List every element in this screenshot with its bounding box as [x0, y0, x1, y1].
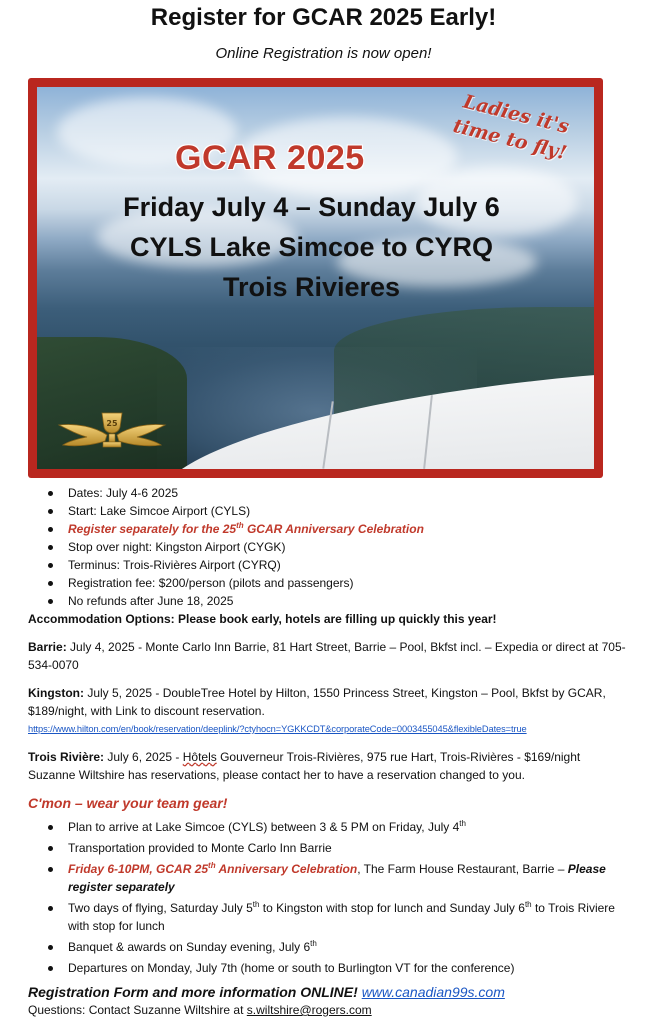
questions-line: Questions: Contact Suzanne Wiltshire at s.wiltshire@rogers.com — [28, 1003, 372, 1017]
list-item: Dates: July 4-6 2025 — [28, 484, 628, 502]
event-banner — [28, 78, 603, 478]
team-gear-heading: C'mon – wear your team gear! — [28, 795, 228, 811]
registration-line: Registration Form and more information ONLINE! www.canadian99s.com — [28, 984, 505, 1000]
barrie-accommodation: Barrie: July 4, 2025 - Monte Carlo Inn Barrie, 81 Hart Street, Barrie – Pool, Bkfst incl. – Expedia or direct at 705-534-0070 — [28, 640, 626, 672]
banner-event-name: GCAR 2025 — [175, 139, 365, 177]
page-subtitle: Online Registration is now open! — [215, 45, 432, 62]
kingston-accommodation: Kingston: July 5, 2025 - DoubleTree Hotel by Hilton, 1550 Princess Street, Kingston – Pool, Bkfst by GCAR, $189/night, with Link to discount reservation. https://www.hilton.com/en/book/reservation/deeplink/?ctyhocn=YGKKCDT&corporateCode=0003455045&flexibleDates=true — [28, 684, 628, 738]
accommodation-heading: Accommodation Options: Please book early, hotels are filling up quickly this year! — [28, 612, 497, 626]
list-item: No refunds after June 18, 2025 — [28, 592, 628, 610]
page-title: Register for GCAR 2025 Early! — [150, 4, 497, 31]
list-item: Terminus: Trois-Rivières Airport (CYRQ) — [28, 556, 628, 574]
website-link[interactable]: www.canadian99s.com — [361, 984, 505, 1000]
banner-slogan: Ladies it's time to fly! — [450, 90, 572, 165]
banner-photo — [37, 87, 594, 469]
list-item: Transportation provided to Monte Carlo Inn Barrie — [28, 839, 628, 857]
details-list — [28, 484, 628, 610]
hilton-reservation-link[interactable]: https://www.hilton.com/en/book/reservation/deeplink/?ctyhocn=YGKKCDT&corporateCode=0003455045&flexibleDates=true — [28, 724, 527, 734]
banner-dates: Friday July 4 – Sunday July 6 — [123, 192, 500, 222]
list-item: Banquet & awards on Sunday evening, July 6th — [28, 938, 628, 956]
trois-rivieres-accommodation: Trois Rivière: July 6, 2025 - Hôtels Gouverneur Trois-Rivières, 975 rue Hart, Trois-Rivières - $169/night Suzanne Wiltshire has reservations, please contact her to have a reservation changed to you. — [28, 750, 581, 782]
wings-trophy-logo-icon — [57, 405, 167, 465]
list-item: Register separately for the 25th GCAR Anniversary Celebration — [28, 520, 628, 538]
schedule-list — [28, 818, 628, 977]
contact-email-link[interactable]: s.wiltshire@rogers.com — [246, 1003, 372, 1017]
list-item: Registration fee: $200/person (pilots and passengers) — [28, 574, 628, 592]
banner-route: CYLS Lake Simcoe to CYRQ — [129, 232, 494, 262]
list-item: Friday 6-10PM, GCAR 25th Anniversary Celebration, The Farm House Restaurant, Barrie – Please register separately — [28, 860, 628, 896]
event-details — [28, 484, 628, 1019]
list-item: Plan to arrive at Lake Simcoe (CYLS) between 3 & 5 PM on Friday, July 4th — [28, 818, 628, 836]
list-item: Departures on Monday, July 7th (home or south to Burlington VT for the conference) — [28, 959, 628, 977]
banner-destination: Trois Rivieres — [222, 272, 401, 302]
list-item: Stop over night: Kingston Airport (CYGK) — [28, 538, 628, 556]
list-item: Two days of flying, Saturday July 5th to Kingston with stop for lunch and Sunday July 6th to Trois Riviere with stop for lunch — [28, 899, 628, 935]
list-item: Start: Lake Simcoe Airport (CYLS) — [28, 502, 628, 520]
logo-number: 25 — [106, 419, 118, 428]
